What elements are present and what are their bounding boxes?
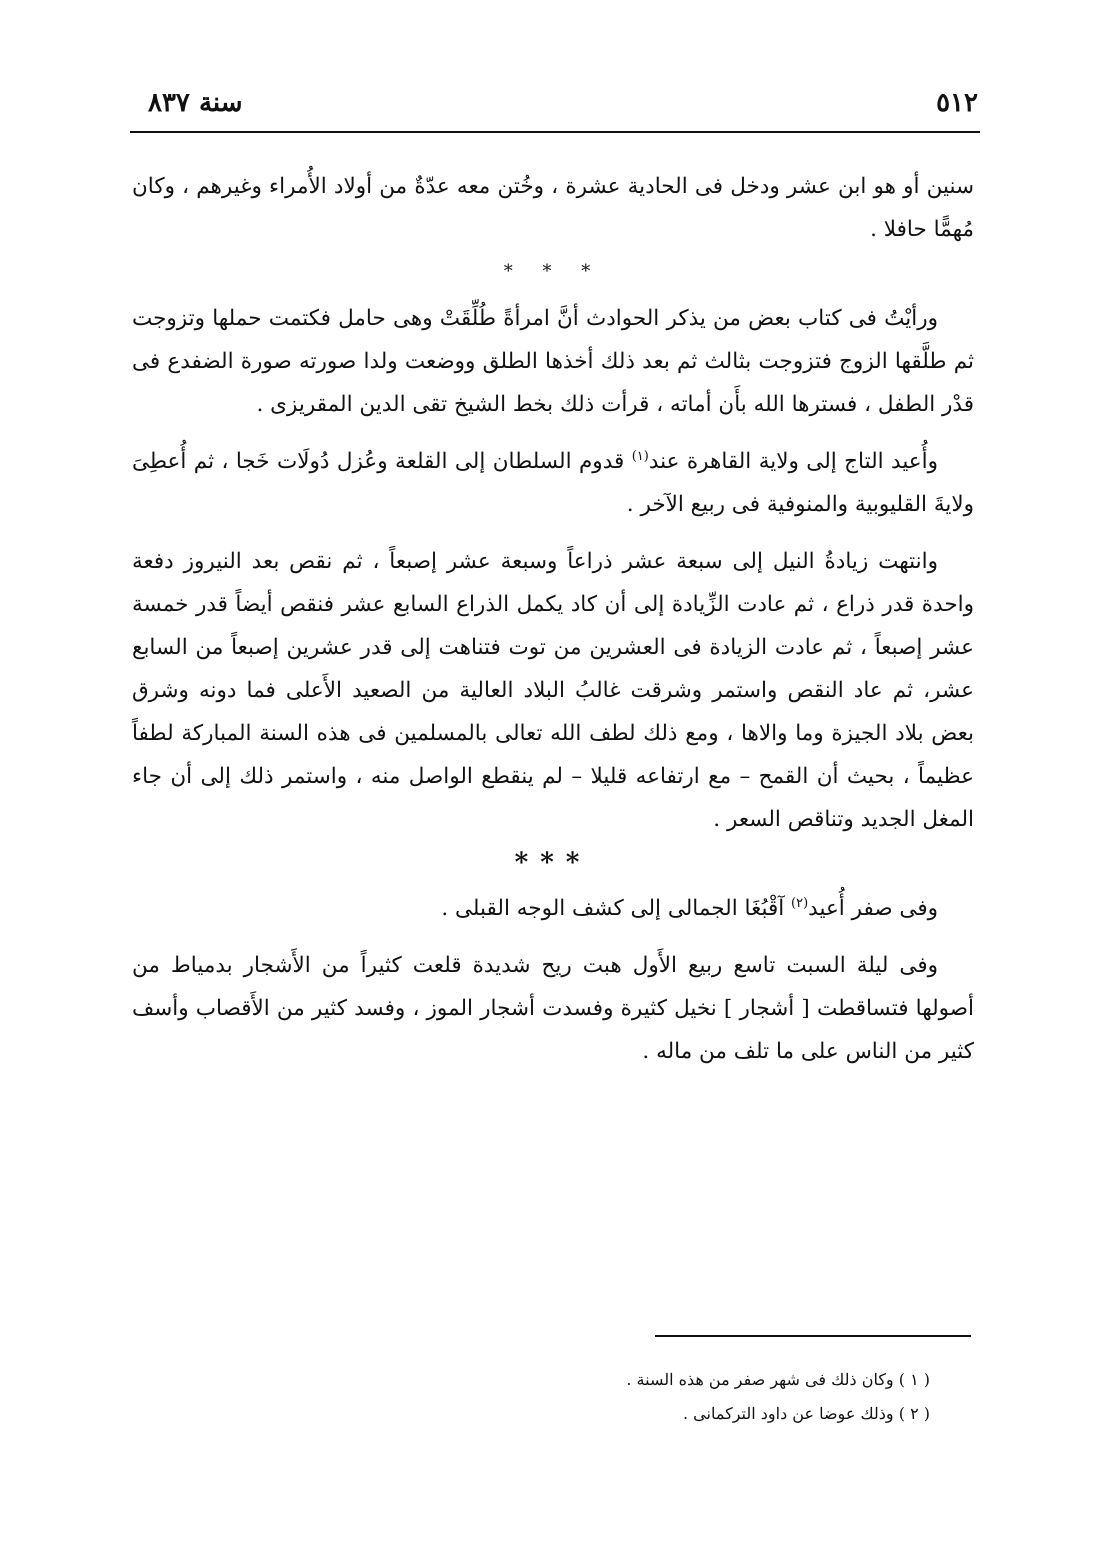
main-text	[132, 165, 974, 1073]
paragraph-3-part-1: وأُعيد التاج إلى ولاية القاهرة عند	[648, 449, 938, 474]
paragraph-6: وفى ليلة السبت تاسع ربيع الأَول هبت ريح شديدة قلعت كثيراً من الأَشجار بدمياط من أصولها فتساقطت [ أشجار ] نخيل كثيرة وفسدت أشجار الموز ، وفسد كثير من الأَقصاب وأسف كثير من الناس على ما تلف من ماله .	[132, 953, 974, 1064]
paragraph-1: سنين أو هو ابن عشر ودخل فى الحادية عشرة ، وخُتن معه عدّةٌ من أولاد الأُمراء وغيرهم ، وكان مُهمًّا حافلا .	[132, 174, 974, 242]
spacer	[132, 930, 974, 944]
paragraph-3-part-2: قدوم السلطان إلى القلعة وعُزل دُولَات خَجا ، ثم أُعطِىَ ولايةَ القليوبية والمنوفية فى ربيع الآخر .	[132, 449, 974, 517]
footnote-rule	[655, 1335, 971, 1337]
paragraph-2: ورأيْتُ فى كتاب بعض من يذكر الحوادث أنَّ امرأةً طُلِّقَتْ وهى حامل فكتمت حملها وتزوجت ثم طلَّقها الزوج فتزوجت بثالث ثم بعد ذلك أخذها الطلق ووضعت ولدا صورته صورة الضفدع فى قدْر الطفل ، فسترها الله بأَن أماته ، قرأت ذلك بخط الشيخ تقى الدين المقريزى .	[132, 306, 974, 417]
footnote-1: ( ١ ) وكان ذلك فى شهر صفر من هذه السنة .	[626, 1370, 930, 1389]
header-rule	[130, 131, 980, 133]
footnote-2: ( ٢ ) وذلك عوضا عن داود التركمانى .	[683, 1404, 930, 1423]
paragraph-5-part-2: آقْبُغَا الجمالى إلى كشف الوجه القبلى .	[441, 896, 792, 921]
page-number: ٥١٢	[936, 88, 978, 118]
paragraph-3	[132, 440, 974, 526]
running-head-year: سنة ٨٣٧	[148, 88, 243, 118]
footnote-ref-1: (١)	[631, 448, 649, 464]
paragraph-5-part-1: وفى صفر أُعيد	[808, 896, 938, 921]
page-header	[130, 88, 978, 128]
footnotes	[520, 1363, 930, 1431]
section-separator-2: ***	[514, 848, 592, 878]
paragraph-4: وانتهت زيادةُ النيل إلى سبعة عشر ذراعاً وسبعة عشر إصبعاً ، ثم نقص بعد النيروز دفعة واحدة قدر ذراع ، ثم عادت الزِّيادة إلى أن كاد يكمل الذراع السابع عشر فنقص أيضاً قدر خمسة عشر إصبعاً ، ثم عادت الزيادة فى العشرين من توت فتناهت إلى قدر عشرين إصبعاً من السابع عشر، ثم عاد النقص واستمر وشرقت غالبُ البلاد العالية من الصعيد الأَعلى فما دونه وشرق بعض بلاد الجيزة وما والاها ، ومع ذلك لطف الله تعالى بالمسلمين فى هذه السنة المباركة لطفاً عظيماً ، بحيث أن القمح – مع ارتفاعه قليلا – لم ينقطع الواصل منه ، واستمر ذلك إلى أن جاء المغل الجديد وتناقص السعر .	[132, 549, 974, 832]
paragraph-5	[132, 887, 974, 930]
spacer	[132, 526, 974, 540]
section-separator-1: * * *	[503, 261, 603, 282]
spacer	[132, 426, 974, 440]
footnote-ref-2: (٢)	[791, 895, 809, 911]
